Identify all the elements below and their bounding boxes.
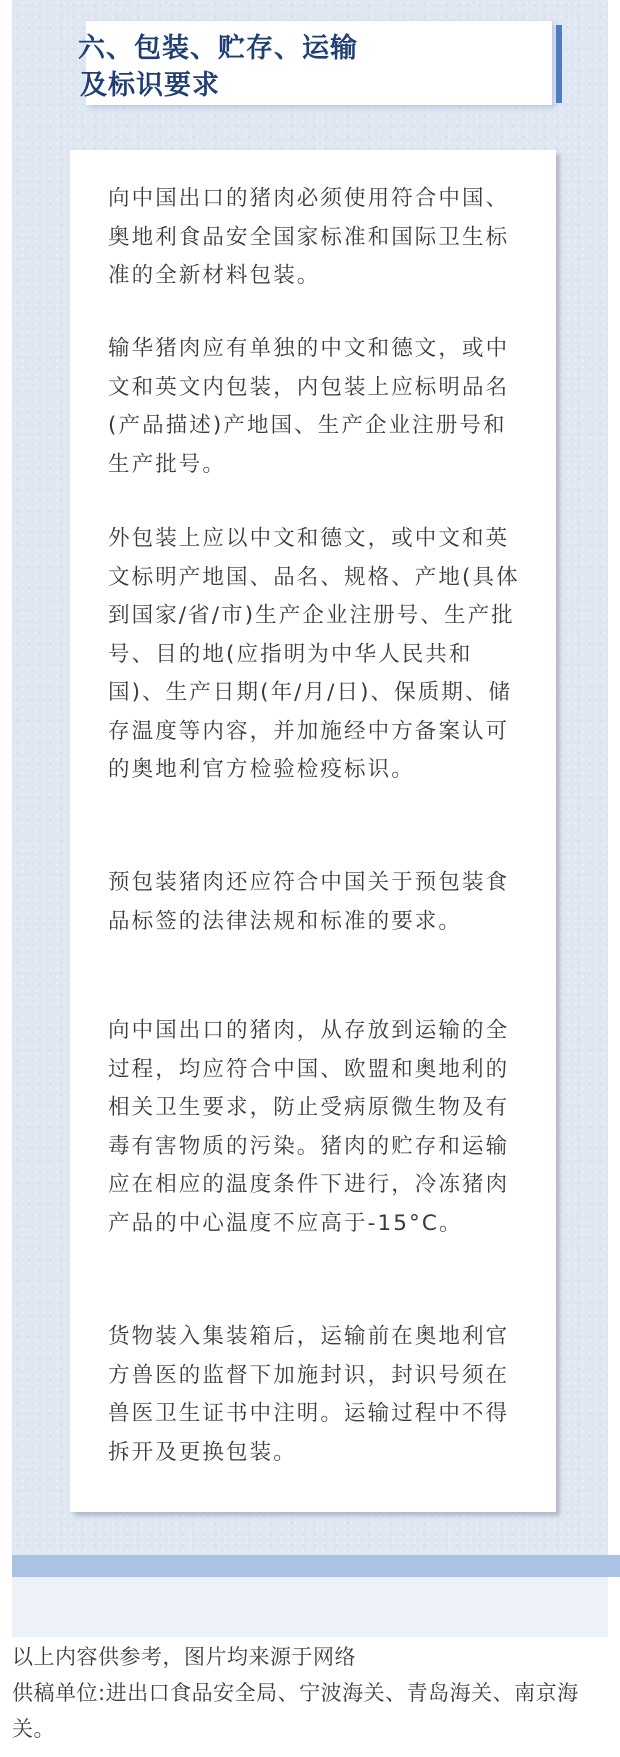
paragraph-prepackaged-labels: 预包装猪肉还应符合中国关于预包装食品标签的法律法规和标准的要求。	[108, 870, 510, 934]
paragraph-inner-packaging: 输华猪肉应有单独的中文和德文，或中文和英文内包装，内包装上应标明品名(产品描述)产地国、生产企业注册号和生产批号。	[108, 336, 510, 477]
paragraph-outer-packaging: 外包装上应以中文和德文，或中文和英文标明产地国、品名、规格、产地(具体到国家/省/市)生产企业注册号、生产批号、目的地(应指明为中华人民共和国)、生产日期(年/月/日)、保质期、储存温度等内容，并加施经中方备案认可的奥地利官方检验检疫标识。	[108, 526, 520, 782]
section-title-line1: 六、包装、贮存、运输	[78, 33, 358, 64]
section-title	[80, 30, 358, 104]
footer-contributors: 供稿单位:进出口食品安全局、宁波海关、青岛海关、南京海关。	[12, 1681, 579, 1741]
divider-band	[12, 1555, 620, 1577]
footer-background	[12, 1577, 608, 1637]
paragraph-packaging-materials: 向中国出口的猪肉必须使用符合中国、奥地利食品安全国家标准和国际卫生标准的全新材料包装。	[108, 186, 510, 288]
paragraph-storage-transport: 向中国出口的猪肉，从存放到运输的全过程，均应符合中国、欧盟和奥地利的相关卫生要求，防止受病原微生物及有毒有害物质的污染。猪肉的贮存和运输应在相应的温度条件下进行，冷冻猪肉产品的中心温度不应高于-15°C。	[108, 1018, 510, 1236]
footer-note: 以上内容供参考，图片均来源于网络	[12, 1645, 356, 1669]
title-accent-bar	[556, 25, 562, 103]
paragraph-container-seal: 货物装入集装箱后，运输前在奥地利官方兽医的监督下加施封识，封识号须在兽医卫生证书中注明。运输过程中不得拆开及更换包装。	[108, 1324, 510, 1465]
section-title-line2: 及标识要求	[80, 70, 220, 101]
